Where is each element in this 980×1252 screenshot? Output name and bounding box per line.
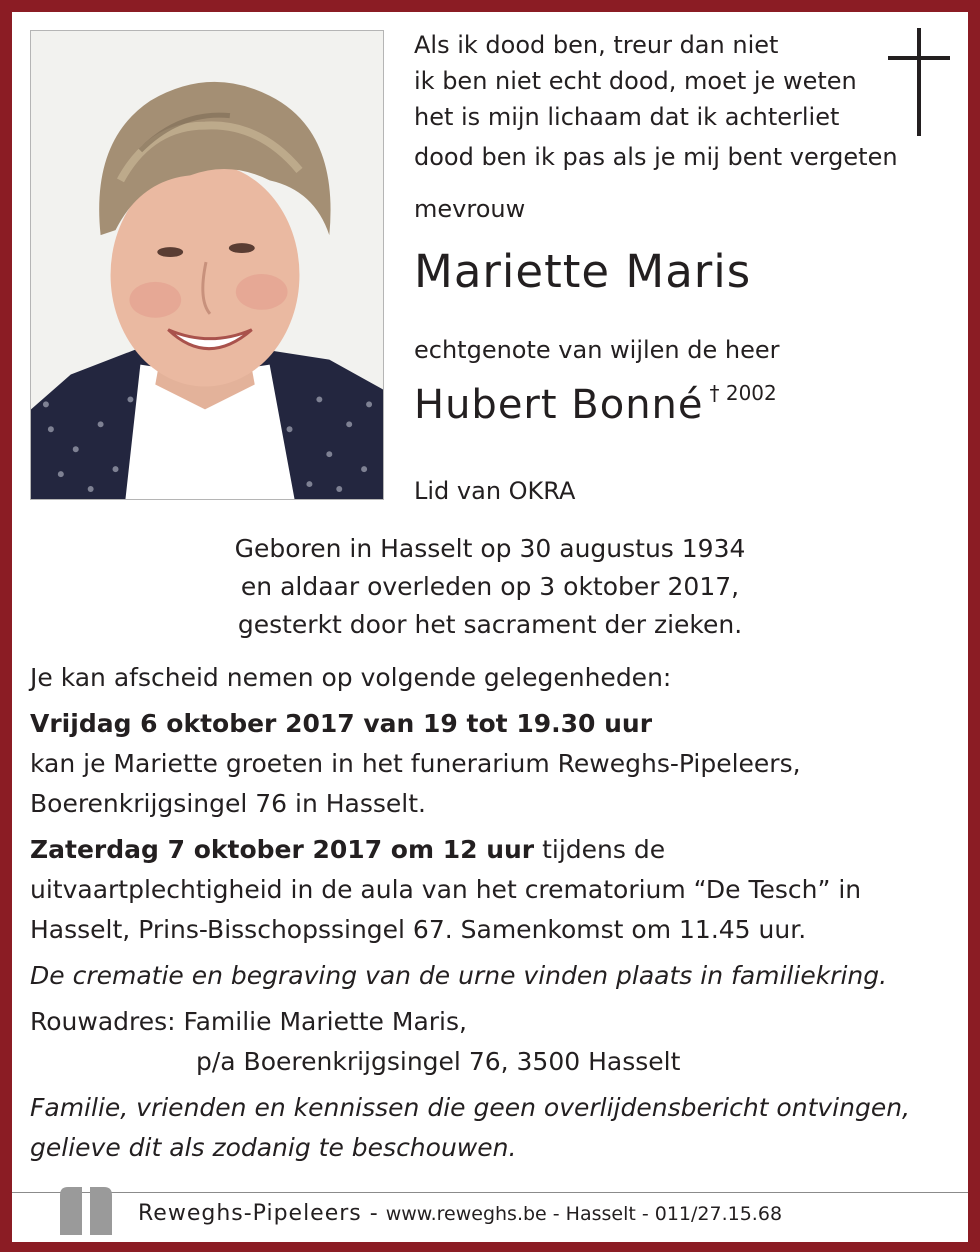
event1-line: kan je Mariette groeten in het funerarium Reweghs-Pipeleers, xyxy=(30,749,801,778)
event2-first-line xyxy=(30,830,960,870)
bio xyxy=(0,530,980,644)
footer-firm: Reweghs-Pipeleers xyxy=(138,1201,362,1226)
address-line: Rouwadres: Familie Mariette Maris, xyxy=(30,1007,467,1036)
farewell-intro: Je kan afscheid nemen op volgende gelegenheden: xyxy=(30,663,672,692)
footer xyxy=(138,1201,782,1226)
farewell-details xyxy=(30,658,960,1168)
spouse-intro: echtgenote van wijlen de heer xyxy=(414,336,780,364)
event1-line: Boerenkrijgsingel 76 in Hasselt. xyxy=(30,789,426,818)
poem-line: het is mijn lichaam dat ik achterliet xyxy=(414,103,840,131)
bio-line: en aldaar overleden op 3 oktober 2017, xyxy=(240,572,740,601)
cross-icon xyxy=(888,28,950,136)
poem-line: ik ben niet echt dood, moet je weten xyxy=(414,67,857,95)
poem-line: dood ben ik pas als je mij bent vergeten xyxy=(414,143,898,171)
event2-rest: tijdens de xyxy=(534,835,666,864)
event1-date: Vrijdag 6 oktober 2017 van 19 tot 19.30 uur xyxy=(30,709,653,738)
bottom-border xyxy=(0,1242,980,1252)
deceased-name: Mariette Maris xyxy=(414,245,752,298)
spouse-name-line xyxy=(414,381,777,428)
footer-contact: www.reweghs.be - Hasselt - 011/27.15.68 xyxy=(385,1203,783,1225)
footer-divider xyxy=(12,1192,968,1193)
event2-date: Zaterdag 7 oktober 2017 om 12 uur xyxy=(30,835,535,864)
bio-line: gesterkt door het sacrament der zieken. xyxy=(237,610,743,639)
portrait-photo xyxy=(30,30,384,500)
spouse-name: Hubert Bonné xyxy=(414,382,704,428)
closing-line: Familie, vrienden en kennissen die geen overlijdensbericht ontvingen, xyxy=(30,1093,910,1122)
cremation-note: De crematie en begraving van de urne vinden plaats in familiekring. xyxy=(30,961,888,990)
poem xyxy=(414,27,898,175)
footer-separator: - xyxy=(369,1201,378,1226)
closing-line: gelieve dit als zodanig te beschouwen. xyxy=(30,1133,517,1162)
bio-line: Geboren in Hasselt op 30 augustus 1934 xyxy=(234,534,746,563)
funeral-home-logo xyxy=(58,1187,114,1235)
spouse-death-year: † 2002 xyxy=(709,381,777,405)
address-line: p/a Boerenkrijgsingel 76, 3500 Hasselt xyxy=(196,1047,681,1076)
portrait-image xyxy=(31,31,383,499)
poem-line: Als ik dood ben, treur dan niet xyxy=(414,31,779,59)
honorific: mevrouw xyxy=(414,195,526,223)
membership: Lid van OKRA xyxy=(414,477,576,505)
event2-line: uitvaartplechtigheid in de aula van het crematorium “De Tesch” in xyxy=(30,875,862,904)
event2-line: Hasselt, Prins-Bisschopssingel 67. Samenkomst om 11.45 uur. xyxy=(30,915,807,944)
